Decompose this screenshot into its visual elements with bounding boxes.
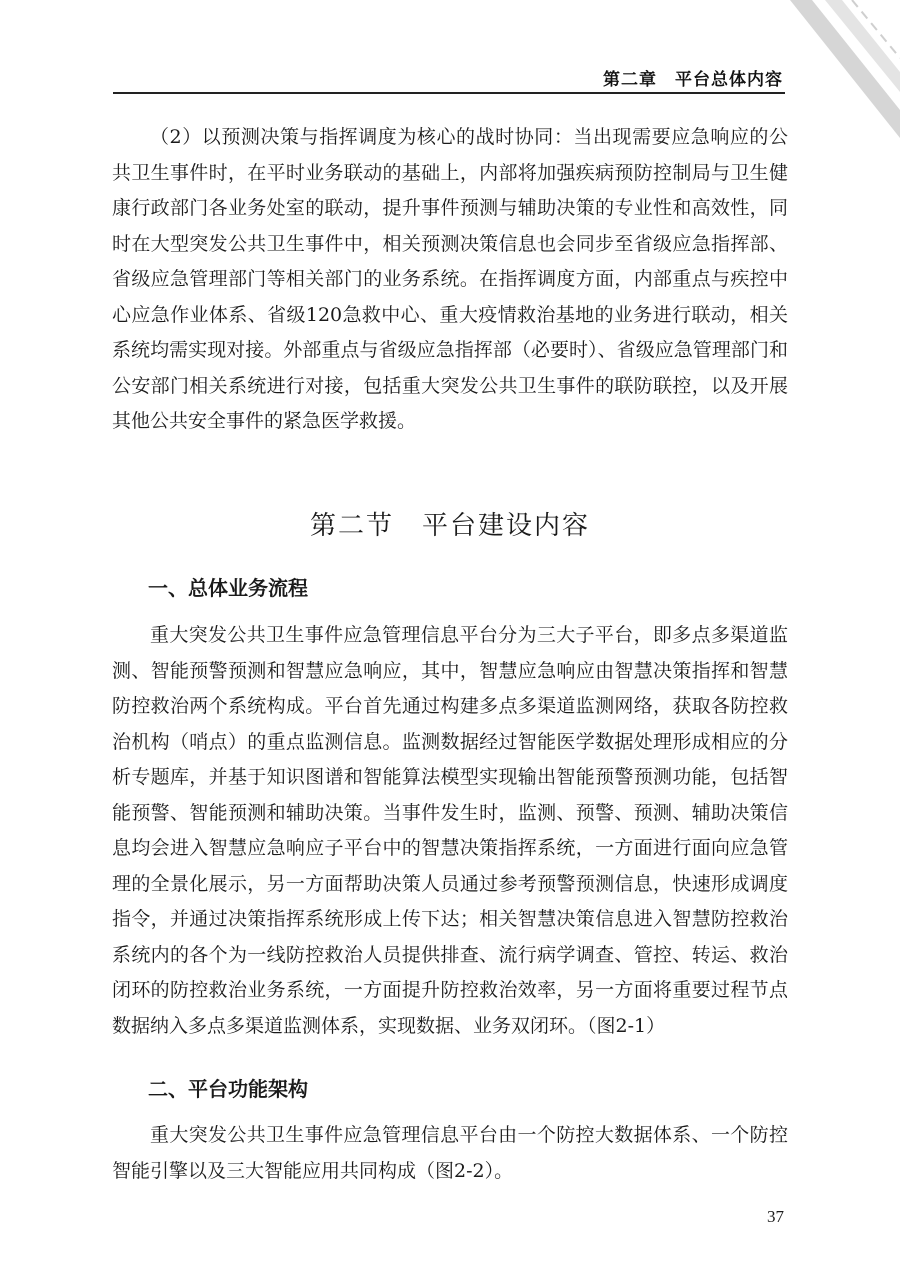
section-title: 第二节 平台建设内容 [309,511,590,541]
subsection-overall-workflow: 一、总体业务流程 [148,576,308,600]
chapter-title: 第二章 平台总体内容 [603,70,783,90]
paragraph-wartime-coordination: （2）以预测决策与指挥调度为核心的战时协同：当出现需要应急响应的公共卫生事件时，在平时业务联动的基础上，内部将加强疾病预防控制局与卫生健康行政部门各业务处室的联动，提升事件预测与辅助决策的专业性和高效性，同时在大型突发公共卫生事件中，相关预测决策信息也会同步至省级应急指挥部、省级应急管理部门等相关部门的业务系统。在指挥调度方面，内部重点与疾控中心应急作业体系、省级120急救中心、重大疫情救治基地的业务进行联动，相关系统均需实现对接。外部重点与省级应急指挥部（必要时）、省级应急管理部门和公安部门相关系统进行对接，包括重大突发公共卫生事件的联防联控，以及开展其他公共安全事件的紧急医学救援。 [112,126,788,432]
paragraph-architecture: 重大突发公共卫生事件应急管理信息平台由一个防控大数据体系、一个防控智能引擎以及三大智能应用共同构成（图2-2）。 [112,1124,788,1182]
page-number: 37 [767,1207,784,1226]
running-header [113,58,785,94]
subsection-function-architecture: 二、平台功能架构 [148,1077,308,1101]
paragraph-workflow: 重大突发公共卫生事件应急管理信息平台分为三大子平台，即多点多渠道监测、智能预警预测和智慧应急响应，其中，智慧应急响应由智慧决策指挥和智慧防控救治两个系统构成。平台首先通过构建多点多渠道监测网络，获取各防控救治机构（哨点）的重点监测信息。监测数据经过智能医学数据处理形成相应的分析专题库，并基于知识图谱和智能算法模型实现输出智能预警预测功能，包括智能预警、智能预测和辅助决策。当事件发生时，监测、预警、预测、辅助决策信息均会进入智慧应急响应子平台中的智慧决策指挥系统，一方面进行面向应急管理的全景化展示，另一方面帮助决策人员通过参考预警预测信息，快速形成调度指令，并通过决策指挥系统形成上传下达；相关智慧决策信息进入智慧防控救治系统内的各个为一线防控救治人员提供排查、流行病学调查、管控、转运、救治闭环的防控救治业务系统，一方面提升防控救治效率，另一方面将重要过程节点数据纳入多点多渠道监测体系，实现数据、业务双闭环。（图2-1） [112,624,788,1037]
corner-decoration [770,0,900,150]
